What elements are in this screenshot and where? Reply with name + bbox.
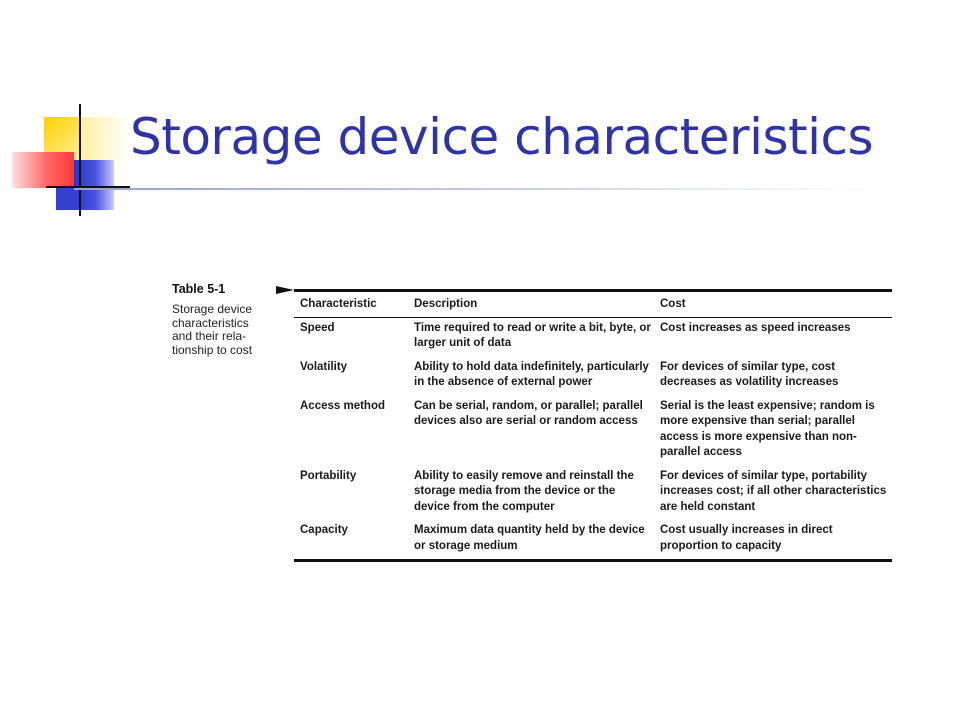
table-row [294,357,892,396]
table-label: Table 5-1 [172,282,226,296]
table-caption [172,282,284,357]
column-header: Description [414,298,478,310]
yellow-gradient-shape [80,117,130,163]
table-row [294,318,892,357]
description-cell: Maximum data quantity held by the device or storage medium [414,524,645,552]
table-row [294,396,892,466]
cost-cell: For devices of similar type, cost decreases as volatility increases [660,360,839,388]
cost-cell: For devices of similar type, portability increases cost; if all other characteristics are held constant [660,469,887,513]
cost-cell: Cost usually increases in direct proportion to capacity [660,524,833,552]
characteristic-cell: Speed [300,321,335,334]
characteristic-cell: Access method [300,399,386,412]
characteristics-table [294,289,892,562]
characteristic-cell: Volatility [300,360,348,373]
table-row [294,466,892,521]
vertical-line-shape [79,104,81,216]
table-bottom-rule [294,559,892,562]
red-gradient-shape [12,152,74,188]
characteristic-cell: Portability [300,469,357,482]
column-header: Characteristic [300,298,377,310]
cost-cell: Serial is the least expensive; random is more expensive than serial; parallel access is more expensive than non-parallel access [660,399,875,458]
description-cell: Can be serial, random, or parallel; parallel devices also are serial or random access [414,399,643,427]
column-header: Cost [660,298,686,310]
title-underline [74,188,874,190]
pointer-arrow-icon [276,286,294,294]
description-cell: Ability to hold data indefinitely, particularly in the absence of external power [414,360,649,388]
table-header-row [294,292,892,317]
description-cell: Ability to easily remove and reinstall the storage media from the device or the device from the computer [414,469,634,513]
table-caption-text: Storage device characteristics and their rela- tionship to cost [172,302,253,357]
description-cell: Time required to read or write a bit, byte, or larger unit of data [414,321,651,349]
characteristic-cell: Capacity [300,524,348,536]
cost-cell: Cost increases as speed increases [660,321,851,334]
table-row [294,520,892,559]
slide-title: Storage device characteristics [130,108,874,166]
